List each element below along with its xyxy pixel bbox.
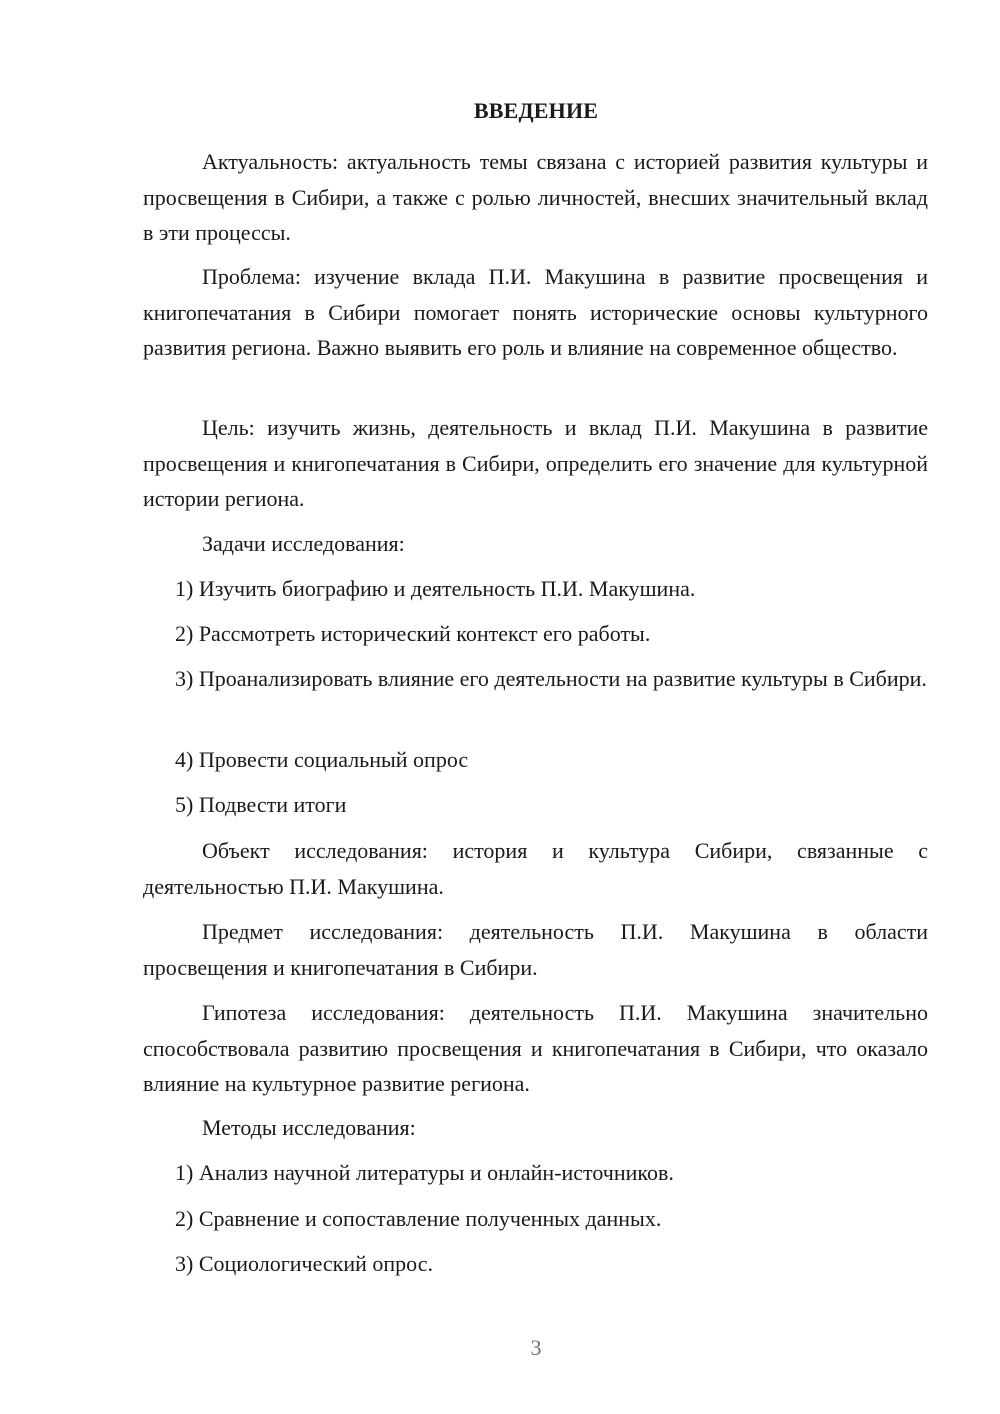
method-item-2: 2) Сравнение и сопоставление полученных данных. bbox=[175, 1206, 662, 1231]
object-paragraph: Объект исследования: история и культура Сибири, связанные с деятельностью П.И. Макушина. bbox=[143, 838, 928, 899]
problem-paragraph: Проблема: изучение вклада П.И. Макушина в развитие просвещения и книгопечатания в Сибири помогает понять исторические основы культурного развития региона. Важно выявить его роль и влияние на современное общество. bbox=[143, 264, 928, 360]
method-item-3: 3) Социологический опрос. bbox=[175, 1251, 433, 1276]
task-item-1: 1) Изучить биографию и деятельность П.И. Макушина. bbox=[175, 576, 696, 601]
goal-paragraph: Цель: изучить жизнь, деятельность и вклад П.И. Макушина в развитие просвещения и книгопечатания в Сибири, определить его значение для культурной истории региона. bbox=[143, 415, 928, 511]
task-item-5: 5) Подвести итоги bbox=[175, 792, 347, 817]
tasks-heading: Задачи исследования: bbox=[202, 531, 405, 556]
method-item-1: 1) Анализ научной литературы и онлайн-источников. bbox=[175, 1160, 674, 1185]
page-title: ВВЕДЕНИЕ bbox=[473, 98, 599, 123]
task-item-3: 3) Проанализировать влияние его деятельности на развитие культуры в Сибири. bbox=[175, 666, 927, 691]
subject-paragraph: Предмет исследования: деятельность П.И. Макушина в области просвещения и книгопечатания в Сибири. bbox=[143, 919, 928, 980]
hypothesis-paragraph: Гипотеза исследования: деятельность П.И. Макушина значительно способствовала развитию просвещения и книгопечатания в Сибири, что оказало влияние на культурное развитие региона. bbox=[143, 1000, 928, 1096]
page-number: 3 bbox=[530, 1335, 542, 1360]
task-item-2: 2) Рассмотреть исторический контекст его работы. bbox=[175, 621, 651, 646]
methods-heading: Методы исследования: bbox=[202, 1115, 416, 1140]
relevance-paragraph: Актуальность: актуальность темы связана с историей развития культуры и просвещения в Сибири, а также с ролью личностей, внесших значительный вклад в эти процессы. bbox=[143, 149, 928, 245]
task-item-4: 4) Провести социальный опрос bbox=[175, 747, 469, 772]
